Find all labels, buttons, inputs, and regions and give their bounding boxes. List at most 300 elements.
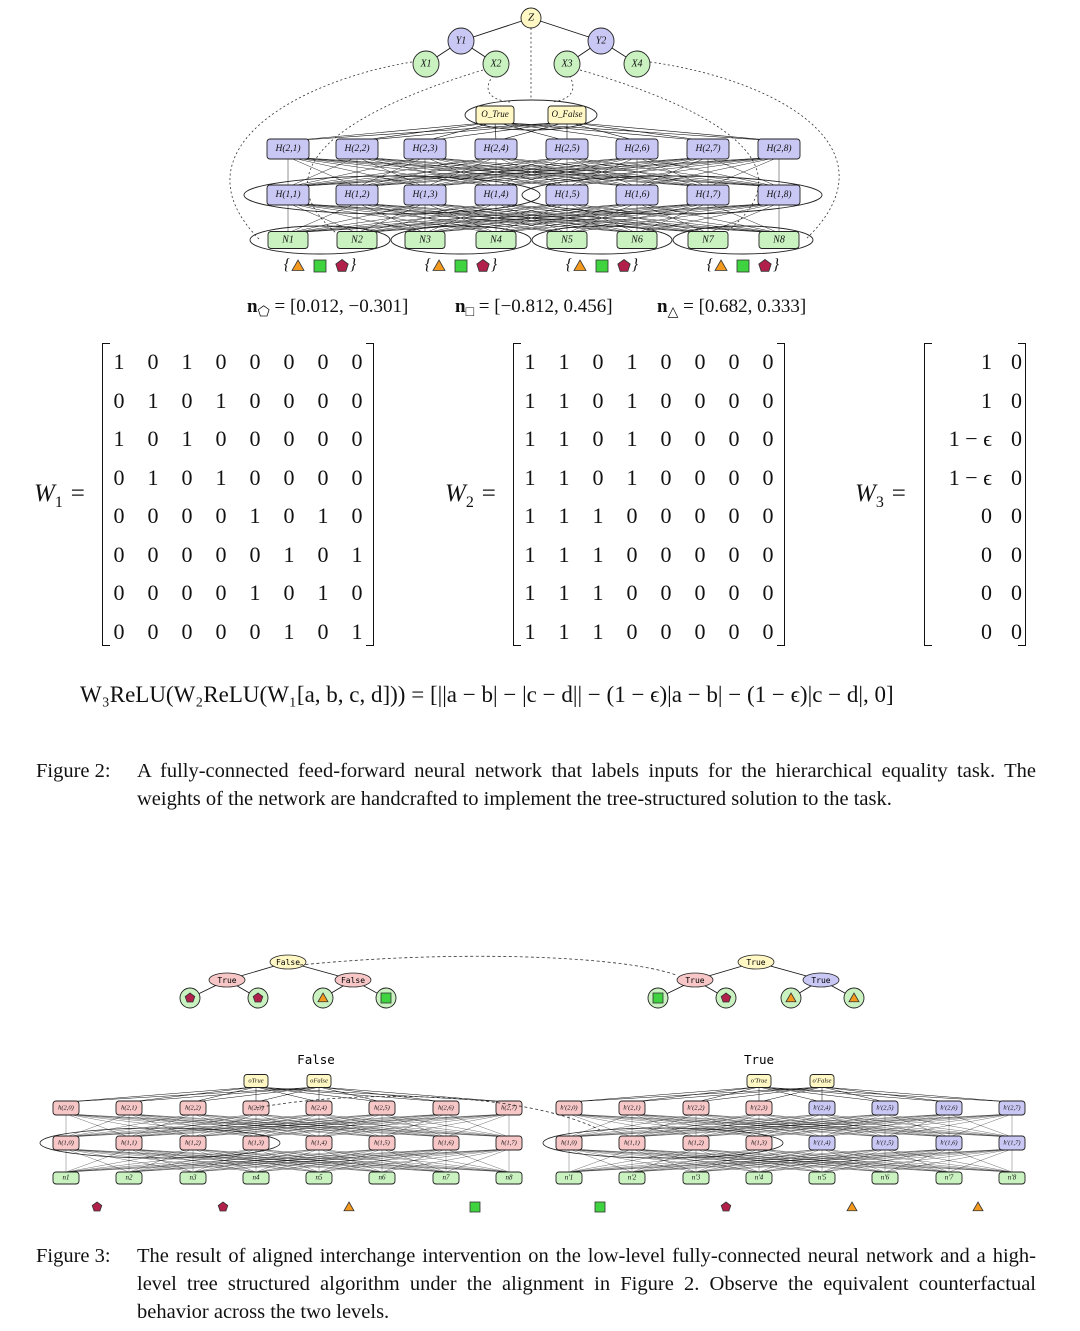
w1-cell: 0 [215,503,227,528]
w1-cell: 1 [351,618,363,644]
tree-mid-label: False [340,976,366,985]
w1-cell: 1 [283,541,295,567]
figure-3-caption-label: Figure 3: [36,1245,111,1267]
output-node-false-label: o′False [812,1077,832,1085]
tree-mid-label: True [685,976,705,985]
hidden2-node-label: H(2,4) [483,144,509,155]
connection-line [759,1087,949,1102]
pentagon-icon [336,260,348,272]
w1-cell: 0 [215,349,227,374]
hidden1-node-label: h′(1,5) [876,1139,894,1147]
brace-left: { [565,256,573,274]
w2-cell: 0 [660,580,672,605]
w2-cell: 0 [592,349,604,374]
w2-cell: 0 [762,387,774,413]
tree-leaf-node-label: X3 [561,58,573,70]
input-node-label: N7 [702,234,714,246]
w2-cell: 0 [660,387,672,413]
output-node-false-label: oFalse [310,1077,328,1085]
triangle-icon [973,1202,983,1211]
w2-cell: 0 [762,426,774,451]
w1-cell: 1 [249,580,261,605]
w3-cell: 0 [1011,541,1022,567]
w1-cell: 0 [249,618,261,644]
w2-cell: 1 [524,618,536,644]
hidden2-node-label: H(2,6) [624,144,650,155]
hidden1-node-label: h(1,2) [185,1139,201,1147]
w1-cell: 0 [351,387,363,413]
w2-cell: 1 [626,426,638,451]
w1-cell: 0 [249,387,261,413]
figure-2-caption-text: A fully-connected feed-forward neural network that labels inputs for the hierarchical equality task. The weights of the network are handcrafted to implement the tree-structured solution to the task. [137,760,1036,810]
input-node-label: n4 [252,1173,260,1182]
w1-cell: 1 [215,387,227,413]
input-node-label: n3 [189,1173,197,1182]
hidden1-node-label: h(1,3) [751,1139,767,1147]
tree-mid-label: True [811,976,831,985]
w2-cell: 0 [660,503,672,528]
w2-cell: 0 [728,541,740,567]
w2-cell: 0 [660,349,672,374]
input-node-label: N5 [561,234,573,246]
hidden2-node-label: H(2,2) [344,144,370,155]
w1-label: $W_1$ = [34,480,86,511]
connection-line [357,122,495,141]
figure-2-caption-label: Figure 2: [36,760,111,782]
connection-line [822,1087,1012,1102]
w2-cell: 0 [762,464,774,490]
hidden2-node-label: H(2,5) [554,144,580,155]
w1-cell: 0 [147,580,159,605]
w1-cell: 0 [113,387,125,413]
w1-cell: 0 [181,387,193,413]
w3-cell: 0 [981,580,992,605]
hidden2-node-label: H(2,1) [275,144,301,155]
w1-cell: 0 [283,426,295,451]
w1-cell: 0 [181,541,193,567]
w1-cell: 0 [317,618,329,644]
pentagon-vector: $n_⬠ = [0.012$, −0.301] [247,296,409,320]
input-node-label: N2 [351,234,363,246]
w1-cell: 0 [113,580,125,605]
square-icon [314,260,326,272]
input-node-label: n′6 [880,1173,890,1182]
square-icon [381,993,391,1003]
w3-cell: 0 [981,503,992,528]
w2-cell: 1 [626,387,638,413]
relu-equation: W₃ReLU(W₂ReLU(W₁[a, b, c, d])) = [||a − b| − |c − d|| − (1 − ϵ)|a − b| − (1 − ϵ)|c − d|, 0] [80,682,894,707]
hidden2-node-label: h(2,1) [121,1104,137,1112]
triangle-icon [344,1202,354,1211]
triangle-vector: $n_\triangle = [0.682$, 0.333] [657,296,807,320]
hidden1-node-label: H(1,3) [412,190,438,201]
pentagon-icon [477,260,489,272]
w1-cell: 0 [249,464,261,490]
w2-cell: 0 [728,618,740,644]
w2-cell: 0 [694,580,706,605]
w1-cell: 1 [113,349,125,374]
hidden1-node-label: H(1,5) [554,190,580,201]
w2-cell: 1 [592,503,604,528]
w2-cell: 1 [524,349,536,374]
hidden1-node-label: h(1,6) [438,1139,454,1147]
hidden1-node-label: h(1,5) [374,1139,390,1147]
connection-line [66,1087,256,1102]
hidden2-node-label: h(2,0) [58,1104,74,1112]
w1-cell: 0 [215,426,227,451]
w1-cell: 0 [215,541,227,567]
brace-right: } [772,256,780,274]
w2-cell: 0 [728,387,740,413]
w1-cell: 0 [181,580,193,605]
brace-right: } [349,256,357,274]
input-node-label: N8 [773,234,785,246]
hidden2-node-label: h(2,7) [501,1104,517,1112]
hidden2-node-label: h′(2,7) [1003,1104,1021,1112]
figure-3-intervention-diagram [0,940,1080,1225]
brace-right: } [490,256,498,274]
connection-line [495,122,637,141]
w2-cell: 0 [694,503,706,528]
w2-cell: 0 [694,541,706,567]
w1-cell: 1 [147,387,159,413]
w2-cell: 1 [558,580,570,605]
hidden1-node-label: h(1,3) [248,1139,264,1147]
w3-cell: 0 [1011,349,1022,374]
w1-cell: 0 [147,349,159,374]
w2-cell: 0 [728,426,740,451]
hidden2-node-label: H(2,7) [695,144,721,155]
w1-cell: 1 [351,541,363,567]
hidden2-node-label: h(2,6) [438,1104,454,1112]
input-node-label: N3 [419,234,431,246]
hidden1-node-label: H(1,6) [624,190,650,201]
w1-cell: 1 [317,580,329,605]
w3-cell: 0 [1011,464,1022,490]
w2-cell: 0 [762,541,774,567]
w1-cell: 0 [317,541,329,567]
w1-cell: 0 [215,618,227,644]
w2-cell: 0 [728,349,740,374]
w1-cell: 1 [181,349,193,374]
w1-cell: 0 [249,426,261,451]
w2-cell: 1 [626,464,638,490]
pentagon-icon [218,1202,228,1211]
w1-cell: 0 [147,426,159,451]
hidden1-node-label: h(1,4) [311,1139,327,1147]
w2-cell: 1 [524,387,536,413]
w2-cell: 1 [524,541,536,567]
square-icon [455,260,467,272]
w2-cell: 0 [626,580,638,605]
hidden1-node-label: H(1,7) [695,190,721,201]
tree-root-label: True [746,958,766,967]
square-icon [653,993,663,1003]
w1-cell: 0 [249,349,261,374]
input-node-label: n′5 [817,1173,827,1182]
w1-cell: 0 [113,503,125,528]
triangle-icon [433,260,445,271]
w3-matrix [924,343,1026,646]
triangle-icon [574,260,586,271]
w1-cell: 1 [249,503,261,528]
tree-y1-node-label: Y1 [455,35,467,47]
w1-cell: 0 [113,464,125,490]
w1-cell: 0 [351,464,363,490]
w1-cell: 0 [147,618,159,644]
w2-cell: 0 [592,387,604,413]
hidden2-node-label: h(2,3) [248,1104,264,1112]
connection-line [569,1087,759,1102]
w1-cell: 0 [181,618,193,644]
hidden1-node-label: h(1,1) [624,1139,640,1147]
tree-leaf-node-label: X4 [631,58,643,70]
w2-cell: 0 [728,580,740,605]
w1-cell: 1 [147,464,159,490]
input-node-label: n′1 [564,1173,574,1182]
hidden1-node-label: h(1,7) [501,1139,517,1147]
w1-cell: 0 [113,618,125,644]
w2-cell: 0 [660,618,672,644]
w3-cell: 0 [1011,503,1022,528]
w2-cell: 0 [728,464,740,490]
input-node-label: n′3 [691,1173,701,1182]
input-node-label: n′4 [754,1173,764,1182]
w1-cell: 0 [147,503,159,528]
w2-cell: 0 [660,426,672,451]
input-node-label: n6 [378,1173,386,1182]
tree-root-label: False [275,958,301,967]
w1-cell: 0 [283,349,295,374]
hidden1-node-label: H(1,4) [483,190,509,201]
hidden1-node-label: H(1,1) [275,190,301,201]
w2-cell: 1 [524,426,536,451]
w2-cell: 0 [626,503,638,528]
w3-cell: 0 [1011,426,1022,451]
connection-line [425,122,495,141]
w1-cell: 0 [351,426,363,451]
triangle-icon [715,260,727,271]
w1-cell: 0 [147,541,159,567]
input-node-label: n7 [442,1173,450,1182]
connection-line [632,1087,759,1102]
square-icon [470,1202,480,1212]
w2-cell: 0 [694,426,706,451]
connection-line [256,1087,446,1102]
hidden1-node-label: h′(1,7) [1003,1139,1021,1147]
brace-left: { [424,256,432,274]
w1-cell: 0 [317,349,329,374]
triangle-icon [292,260,304,271]
figure-3-caption [36,1242,1036,1326]
connection-line [495,122,779,141]
w1-cell: 1 [317,503,329,528]
output-node-true-label: O_True [481,109,509,120]
hidden1-node-label: H(1,2) [344,190,370,201]
square-icon [737,260,749,272]
hidden1-node-label: h(1,1) [121,1139,137,1147]
w2-cell: 0 [694,464,706,490]
connection-line [319,1087,509,1102]
hidden2-node-label: h′(2,4) [813,1104,831,1112]
triangle-icon [847,1202,857,1211]
w2-cell: 1 [592,541,604,567]
w2-cell: 0 [762,618,774,644]
hidden1-node-label: H(1,8) [766,190,792,201]
w3-label: $W_3$ = [855,480,907,511]
brace-left: { [706,256,714,274]
input-node-label: n′2 [627,1173,637,1182]
hidden1-node-label: h(1,2) [688,1139,704,1147]
w1-cell: 0 [283,464,295,490]
w1-cell: 0 [181,464,193,490]
w2-cell: 0 [592,426,604,451]
connection-line [759,1087,1012,1102]
dotted-alignment-arc [650,62,839,240]
hidden2-node-label: h′(2,6) [940,1104,958,1112]
w2-label: $W_2$ = [445,480,497,511]
w2-cell: 1 [592,580,604,605]
input-node-label: n5 [315,1173,323,1182]
brace-right: } [631,256,639,274]
w1-cell: 0 [249,541,261,567]
input-node-label: N1 [282,234,294,246]
w2-cell: 1 [626,349,638,374]
w2-cell: 0 [762,580,774,605]
w3-cell: 0 [981,618,992,644]
connection-line [129,1087,256,1102]
square-vector: $n_□ = [-0.812$, 0.456] [455,296,613,320]
hidden2-node-label: h(2,2) [185,1104,201,1112]
w2-cell: 0 [762,349,774,374]
w1-cell: 0 [283,580,295,605]
w2-cell: 1 [524,580,536,605]
output-node-false-label: O_False [551,109,583,120]
w1-cell: 1 [215,464,227,490]
w1-cell: 0 [283,503,295,528]
tree-mid-label: True [217,976,237,985]
input-node-label: N6 [631,234,643,246]
w1-cell: 1 [181,426,193,451]
w1-cell: 0 [181,503,193,528]
w1-cell: 0 [351,503,363,528]
square-icon [595,1202,605,1212]
pentagon-icon [721,1202,731,1211]
intervention-arrow [300,956,676,975]
tree-leaf-node-label: X2 [490,58,502,70]
hidden1-node-label: h′(1,6) [940,1139,958,1147]
w3-cell: 0 [1011,618,1022,644]
hidden2-node-label: h′(2,0) [560,1104,578,1112]
tree-y2-node-label: Y2 [595,35,607,47]
hidden1-node-label: h(1,0) [561,1139,577,1147]
pentagon-icon [92,1202,102,1211]
hidden2-node-label: H(2,3) [412,144,438,155]
tree-leaf-node-label: X1 [420,58,432,70]
w2-cell: 0 [694,349,706,374]
w3-cell: 1 − ϵ [948,426,992,451]
hidden2-node-label: h′(2,5) [876,1104,894,1112]
w2-cell: 1 [524,464,536,490]
w2-cell: 0 [694,387,706,413]
output-node-true-label: o′True [750,1077,768,1085]
w1-cell: 0 [351,349,363,374]
w3-cell: 0 [1011,580,1022,605]
w1-cell: 0 [317,464,329,490]
hidden1-node-label: h(1,0) [58,1139,74,1147]
w2-cell: 0 [728,503,740,528]
tree-root-node-label: Z [527,11,535,24]
w1-cell: 0 [113,541,125,567]
w2-cell: 0 [592,464,604,490]
w2-cell: 0 [626,618,638,644]
w1-cell: 0 [351,580,363,605]
hidden2-node-label: h(2,4) [311,1104,327,1112]
hidden2-node-label: H(2,8) [766,144,792,155]
input-node-label: n′7 [944,1173,954,1182]
w1-cell: 1 [283,618,295,644]
input-node-label: n1 [62,1173,70,1182]
figure-3-caption-text: The result of aligned interchange intervention on the low-level fully-connected neural network and a high-level tree structured algorithm under the alignment in Figure 2. Observe the equivalent counterfactual behavior across the two levels. [137,1245,1036,1323]
figure-2-network-diagram [0,0,1080,285]
w2-matrix [513,343,785,646]
network-output-title: False [297,1052,335,1067]
w2-cell: 1 [558,349,570,374]
w2-cell: 0 [694,618,706,644]
w2-cell: 1 [558,541,570,567]
input-node-label: n8 [505,1173,513,1182]
w2-cell: 1 [558,503,570,528]
brace-left: { [283,256,291,274]
w2-cell: 0 [762,503,774,528]
w1-matrix [102,343,374,646]
w2-cell: 0 [660,541,672,567]
square-icon [596,260,608,272]
hidden2-node-label: h′(2,1) [623,1104,641,1112]
w1-cell: 0 [317,426,329,451]
w2-cell: 0 [626,541,638,567]
w3-cell: 1 − ϵ [948,464,992,490]
w1-cell: 0 [215,580,227,605]
w3-cell: 1 [981,387,992,413]
w3-cell: 1 [981,349,992,374]
w1-cell: 0 [283,387,295,413]
w2-cell: 1 [558,387,570,413]
hidden2-node-label: h′(2,3) [750,1104,768,1112]
w3-cell: 0 [1011,387,1022,413]
w3-cell: 0 [981,541,992,567]
pentagon-icon [618,260,630,272]
w1-cell: 0 [317,387,329,413]
w2-cell: 1 [524,503,536,528]
hidden2-node-label: h(2,5) [374,1104,390,1112]
network-output-title: True [743,1052,775,1067]
hidden1-node-label: h′(1,4) [813,1139,831,1147]
pentagon-icon [759,260,771,272]
input-node-label: N4 [490,234,502,246]
hidden2-node-label: h′(2,2) [687,1104,705,1112]
w1-cell: 1 [113,426,125,451]
output-node-true-label: oTrue [248,1077,264,1085]
w2-cell: 1 [592,618,604,644]
w2-cell: 1 [558,618,570,644]
input-node-label: n2 [125,1173,133,1182]
figure-2-caption [36,757,1036,813]
w2-cell: 1 [558,426,570,451]
w2-cell: 0 [660,464,672,490]
w2-cell: 1 [558,464,570,490]
input-node-label: n′8 [1007,1173,1017,1182]
